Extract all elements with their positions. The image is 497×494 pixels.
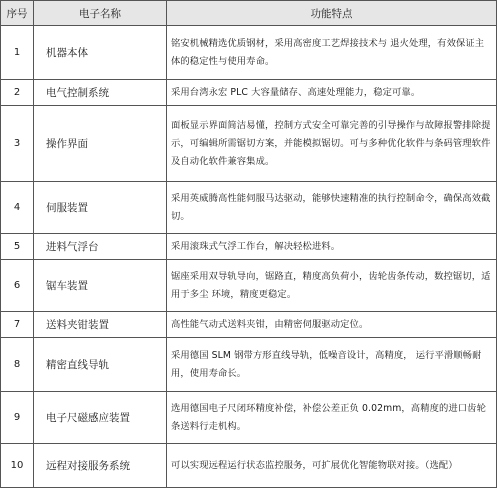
header-features: 功能特点: [167, 1, 497, 26]
row-index: 1: [1, 26, 34, 80]
row-name: 伺服装置: [34, 182, 167, 234]
row-features: 铭安机械精选优质钢材，采用高密度工艺焊接技术与 退火处理，有效保证主体的稳定性与使用寿命。: [167, 26, 497, 80]
table-row: [1, 392, 497, 444]
row-index: 2: [1, 80, 34, 106]
table-row: [1, 26, 497, 80]
header-index: 序号: [1, 1, 34, 26]
row-name: 机器本体: [34, 26, 167, 80]
row-features: 采用台湾永宏 PLC 大容量储存、高速处理能力，稳定可靠。: [167, 80, 497, 106]
row-index: 5: [1, 234, 34, 260]
table-row: [1, 80, 497, 106]
row-features: 采用滚珠式气浮工作台，解决轻松进料。: [167, 234, 497, 260]
table-row: [1, 338, 497, 392]
header-name: 电子名称: [34, 1, 167, 26]
table-row: [1, 444, 497, 488]
table-row: [1, 260, 497, 312]
row-name: 锯车装置: [34, 260, 167, 312]
row-name: 操作界面: [34, 106, 167, 182]
row-index: 7: [1, 312, 34, 338]
row-features: 可以实现远程运行状态监控服务，可扩展优化智能物联对接。（选配）: [167, 444, 497, 488]
row-features: 锯座采用双导轨导向，锯路直，精度高负荷小，齿轮齿条传动，数控锯切，适用于多尘 环境，精度更稳定。: [167, 260, 497, 312]
row-name: 送料夹钳装置: [34, 312, 167, 338]
row-index: 10: [1, 444, 34, 488]
row-index: 9: [1, 392, 34, 444]
row-index: 8: [1, 338, 34, 392]
table-row: [1, 106, 497, 182]
row-features: 选用德国电子尺闭环精度补偿，补偿公差正负 0.02mm，高精度的进口齿轮条送料行走机构。: [167, 392, 497, 444]
row-name: 进料气浮台: [34, 234, 167, 260]
header-row: [1, 1, 497, 26]
row-features: 高性能气动式送料夹钳，由精密伺服驱动定位。: [167, 312, 497, 338]
row-name: 精密直线导轨: [34, 338, 167, 392]
row-name: 远程对接服务系统: [34, 444, 167, 488]
row-features: 采用英威腾高性能伺服马达驱动，能够快速精准的执行控制命令，确保高效截切。: [167, 182, 497, 234]
table-row: [1, 312, 497, 338]
row-features: 采用德国 SLM 钢带方形直线导轨，低噪音设计，高精度， 运行平滑顺畅耐用，使用寿命长。: [167, 338, 497, 392]
row-index: 6: [1, 260, 34, 312]
row-index: 4: [1, 182, 34, 234]
row-name: 电子尺磁感应装置: [34, 392, 167, 444]
row-name: 电气控制系统: [34, 80, 167, 106]
table-row: [1, 182, 497, 234]
row-features: 面板显示界面简洁易懂，控制方式安全可靠完善的引导操作与故障报警排除提示，可编辑所需锯切方案，并能模拟锯切。可与多种优化软件与条码管理软件及自动化软件兼容集成。: [167, 106, 497, 182]
row-index: 3: [1, 106, 34, 182]
table-row: [1, 234, 497, 260]
